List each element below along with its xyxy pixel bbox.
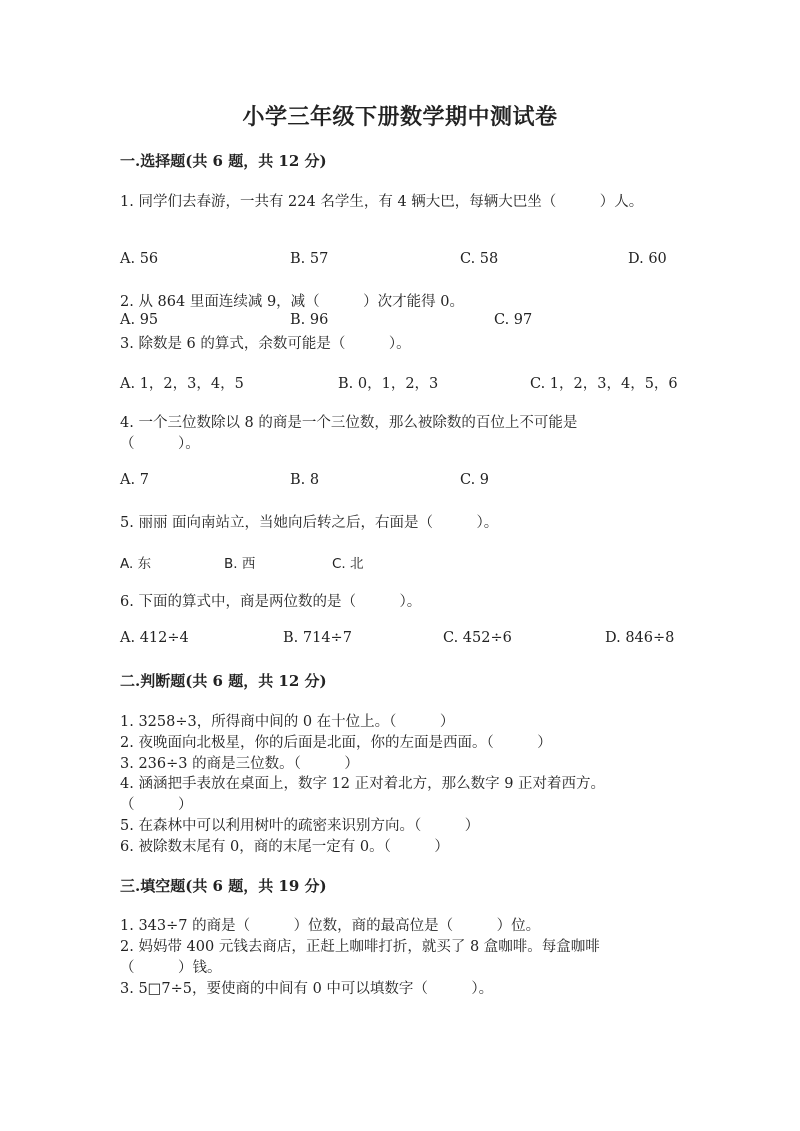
judge-item-5: 5. 在森林中可以利用树叶的疏密来识别方向。（ ） xyxy=(120,818,480,834)
q4-option-c: C. 9 xyxy=(460,472,490,488)
q4-option-a: A. 7 xyxy=(120,472,149,488)
judge-item-4-continued: （ ） xyxy=(120,797,193,813)
question-5: 5. 丽丽 面向南站立，当她向后转之后，右面是（ ）。 xyxy=(120,515,499,531)
q3-option-b: B. 0，1，2，3 xyxy=(338,376,439,392)
q6-option-a: A. 412÷4 xyxy=(120,630,189,646)
q1-option-d: D. 60 xyxy=(628,251,667,267)
q2-option-c: C. 97 xyxy=(494,312,533,328)
q2-option-a: A. 95 xyxy=(120,312,159,328)
fill-item-1: 1. 343÷7 的商是（ ）位数，商的最高位是（ ）位。 xyxy=(120,918,541,934)
question-4-continued: （ ）。 xyxy=(120,436,200,452)
question-4: 4. 一个三位数除以 8 的商是一个三位数，那么被除数的百位上不可能是 xyxy=(120,415,578,431)
section-heading-choice: 一.选择题(共 6 题，共 12 分) xyxy=(120,152,327,170)
page-title: 小学三年级下册数学期中测试卷 xyxy=(242,104,558,130)
question-1: 1. 同学们去春游，一共有 224 名学生，有 4 辆大巴，每辆大巴坐（ ）人。 xyxy=(120,194,644,210)
judge-item-4: 4. 涵涵把手表放在桌面上，数字 12 正对着北方，那么数字 9 正对着西方。 xyxy=(120,776,606,792)
q3-option-c: C. 1，2，3，4，5，6 xyxy=(530,376,678,392)
fill-item-2: 2. 妈妈带 400 元钱去商店，正赶上咖啡打折，就买了 8 盒咖啡。每盒咖啡 xyxy=(120,939,600,955)
q2-option-b: B. 96 xyxy=(290,312,329,328)
q5-option-a: A. 东 xyxy=(120,556,152,572)
q4-option-b: B. 8 xyxy=(290,472,320,488)
q5-option-c: C. 北 xyxy=(332,556,364,572)
judge-item-1: 1. 3258÷3，所得商中间的 0 在十位上。（ ） xyxy=(120,714,455,730)
q1-option-a: A. 56 xyxy=(120,251,159,267)
fill-item-2-continued: （ ）钱。 xyxy=(120,960,222,976)
judge-item-2: 2. 夜晚面向北极星，你的后面是北面，你的左面是西面。（ ） xyxy=(120,735,552,751)
section-heading-fill-blank: 三.填空题(共 6 题，共 19 分) xyxy=(120,877,327,895)
fill-item-3: 3. 5□7÷5，要使商的中间有 0 中可以填数字（ ）。 xyxy=(120,981,494,997)
q1-option-b: B. 57 xyxy=(290,251,329,267)
q1-option-c: C. 58 xyxy=(460,251,499,267)
q3-option-a: A. 1，2，3，4，5 xyxy=(120,376,244,392)
q5-option-b: B. 西 xyxy=(224,556,256,572)
question-2: 2. 从 864 里面连续减 9，减（ ）次才能得 0。 xyxy=(120,294,465,310)
judge-item-6: 6. 被除数末尾有 0，商的末尾一定有 0。（ ） xyxy=(120,839,449,855)
section-heading-true-false: 二.判断题(共 6 题，共 12 分) xyxy=(120,672,327,690)
q6-option-d: D. 846÷8 xyxy=(605,630,675,646)
q6-option-b: B. 714÷7 xyxy=(283,630,352,646)
question-6: 6. 下面的算式中，商是两位数的是（ ）。 xyxy=(120,594,422,610)
judge-item-3: 3. 236÷3 的商是三位数。（ ） xyxy=(120,756,359,772)
question-3: 3. 除数是 6 的算式，余数可能是（ ）。 xyxy=(120,336,411,352)
q6-option-c: C. 452÷6 xyxy=(443,630,512,646)
